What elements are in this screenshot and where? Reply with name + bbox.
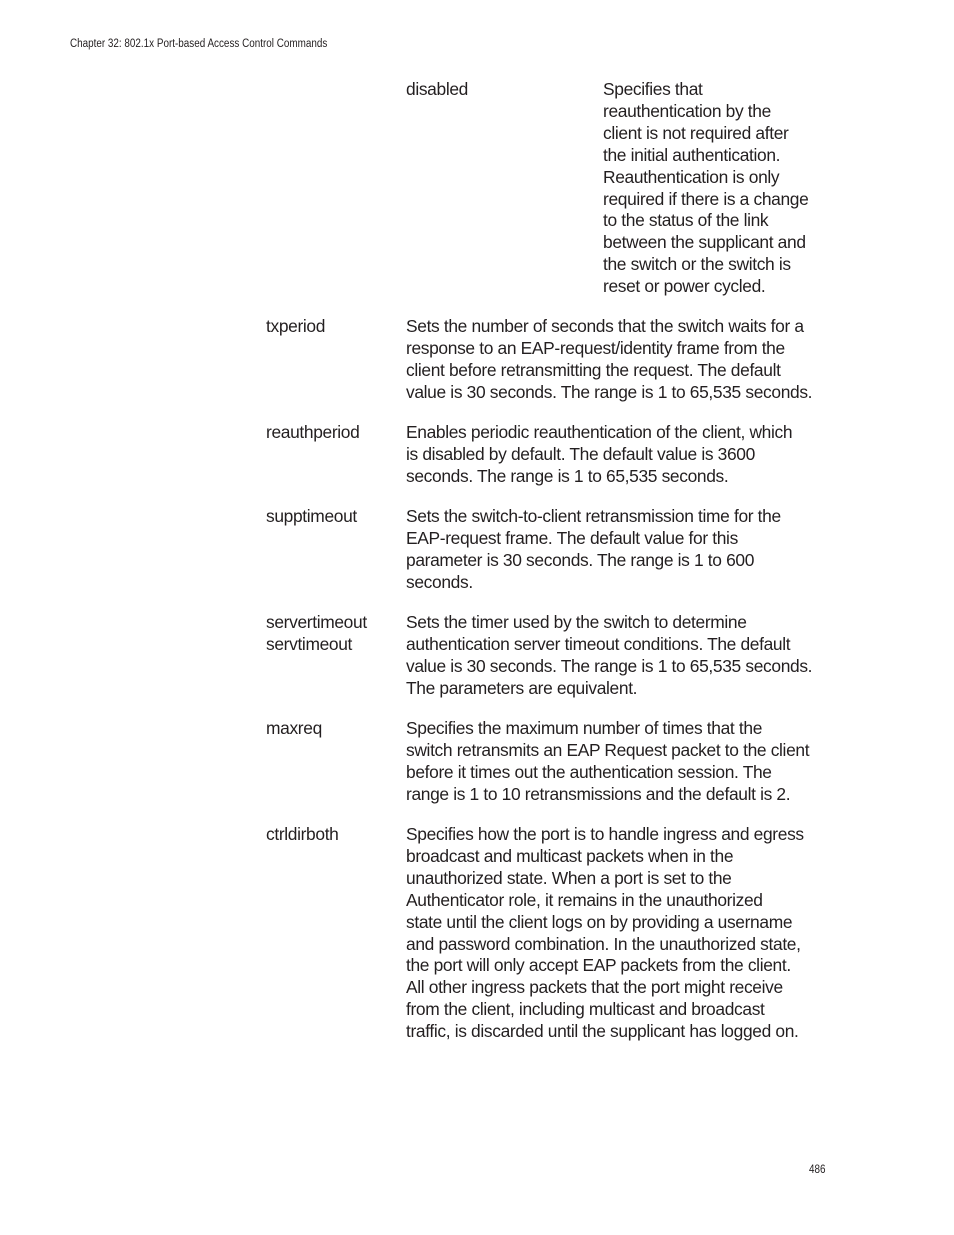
description-line: EAP-request frame. The default value for this [406,527,738,548]
param-description-maxreq [406,718,809,806]
description-line: seconds. [406,571,473,592]
description-line: broadcast and multicast packets when in the [406,845,734,866]
description-line: parameter is 30 seconds. The range is 1 to 600 [406,549,755,570]
description-line: reauthentication by the [603,100,771,121]
param-name-txperiod: txperiod [266,316,326,336]
description-line: client before retransmitting the request. The default [406,359,781,380]
description-line: state until the client logs on by providing a username [406,911,793,932]
param-name-servertimeout [266,612,367,656]
description-line: Sets the timer used by the switch to determine [406,612,747,632]
param-description-servertimeout [406,612,812,700]
description-line: switch retransmits an EAP Request packet to the client [406,739,810,760]
page-number: 486 [809,1164,826,1176]
description-line: value is 30 seconds. The range is 1 to 65,535 seconds. [406,381,813,402]
description-line: range is 1 to 10 retransmissions and the default is 2. [406,783,791,804]
description-line: and password combination. In the unauthorized state, [406,933,801,954]
description-line: the initial authentication. [603,144,781,165]
description-line: unauthorized state. When a port is set to the [406,867,732,888]
description-line: to the status of the link [603,210,769,231]
description-line: Specifies that [603,79,703,99]
description-line: Authenticator role, it remains in the unauthorized [406,889,763,910]
param-name-ctrldirboth: ctrldirboth [266,824,339,844]
param-description-ctrldirboth [406,824,804,1043]
description-line: required if there is a change [603,188,809,209]
description-line: Reauthentication is only [603,166,780,187]
description-line: The parameters are equivalent. [406,677,638,698]
description-line: authentication server timeout conditions. The default [406,633,791,654]
description-line: response to an EAP-request/identity frame from the [406,337,785,358]
param-name-supptimeout: supptimeout [266,506,357,526]
param-name-reauthperiod: reauthperiod [266,422,360,442]
description-line: Sets the switch-to-client retransmission time for the [406,506,781,526]
running-head: Chapter 32: 802.1x Port-based Access Control Commands [70,38,328,50]
option-name-disabled: disabled [406,79,468,99]
description-line: seconds. The range is 1 to 65,535 seconds. [406,465,729,486]
option-description-disabled [603,79,808,298]
description-line: traffic, is discarded until the supplicant has logged on. [406,1021,799,1042]
description-line: reset or power cycled. [603,276,766,297]
description-line: Specifies the maximum number of times that the [406,718,763,738]
param-description-reauthperiod [406,422,792,488]
description-line: the switch or the switch is [603,254,791,275]
description-line: the port will only accept EAP packets from the client. [406,955,791,976]
description-line: Sets the number of seconds that the switch waits for a [406,316,804,336]
description-line: All other ingress packets that the port might receive [406,977,783,998]
param-description-supptimeout [406,506,781,594]
description-line: client is not required after [603,122,789,143]
description-line: is disabled by default. The default value is 3600 [406,443,755,464]
description-line: Specifies how the port is to handle ingress and egress [406,824,804,844]
param-name-maxreq: maxreq [266,718,322,738]
description-line: Enables periodic reauthentication of the client, which [406,422,793,442]
param-name-line: servtimeout [266,633,353,654]
param-name-line: servertimeout [266,612,367,632]
description-line: before it times out the authentication session. The [406,761,772,782]
description-line: from the client, including multicast and broadcast [406,999,765,1020]
description-line: value is 30 seconds. The range is 1 to 65,535 seconds. [406,655,813,676]
param-description-txperiod [406,316,812,404]
description-line: between the supplicant and [603,232,806,253]
